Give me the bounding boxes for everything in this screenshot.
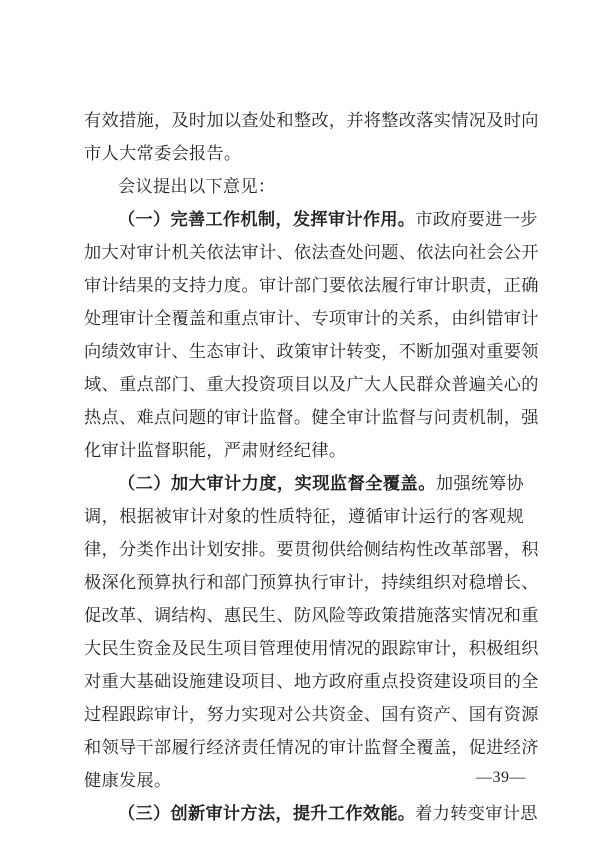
- text-segment: 市人大常委会报告。: [84, 144, 242, 164]
- text-segment: 大民生资金及民生项目管理使用情况的跟踪审计，积极组织: [84, 639, 539, 659]
- body-text-line: [84, 109, 539, 133]
- text-segment: 促改革、调结构、惠民生、防风险等政策措施落实情况和重: [84, 606, 539, 626]
- text-segment: 向绩效审计、生态审计、政策审计转变，不断加强对重要领: [84, 342, 539, 362]
- body-text-line: [84, 538, 539, 562]
- section-heading-three: （三）创新审计方法，提升工作效能。: [118, 804, 416, 824]
- body-text-line: [84, 439, 524, 463]
- text-segment: 审计结果的支持力度。审计部门要依法履行审计职责，正确: [84, 276, 539, 296]
- body-text-line: [84, 505, 524, 529]
- text-segment: 市政府要进一步: [415, 210, 538, 230]
- text-segment: 域、重点部门、重大投资项目以及广大人民群众普遍关心的: [84, 375, 539, 395]
- section-heading-two: （二）加大审计力度，实现监督全覆盖。: [118, 474, 436, 494]
- body-text-line: [84, 241, 539, 265]
- section-heading-line: [118, 208, 538, 232]
- body-text-line: [84, 274, 539, 298]
- page-number: —39—: [476, 769, 526, 786]
- body-text-line: [84, 736, 539, 760]
- text-segment: 热点、难点问题的审计监督。健全审计监督与问责机制，强: [84, 408, 539, 428]
- text-segment: 健康发展。: [84, 771, 172, 791]
- text-segment: 着力转变审计思: [415, 804, 538, 824]
- body-text-line: [84, 307, 539, 331]
- section-heading-line: [118, 472, 524, 496]
- body-text-line: [84, 670, 539, 694]
- text-segment: 和领导干部履行经济责任情况的审计监督全覆盖，促进经济: [84, 738, 539, 758]
- text-segment: 加强统筹协: [435, 474, 524, 494]
- body-text-line: [84, 571, 539, 595]
- text-segment: 加大对审计机关依法审计、依法查处问题、依法向社会公开: [84, 243, 539, 263]
- body-text-line: [84, 769, 524, 793]
- body-text-line: [118, 175, 524, 199]
- text-segment: 会议提出以下意见：: [118, 177, 276, 197]
- text-segment: 化审计监督职能，严肃财经纪律。: [84, 441, 347, 461]
- body-text-line: [84, 703, 539, 727]
- text-segment: 处理审计全覆盖和重点审计、专项审计的关系，由纠错审计: [84, 309, 539, 329]
- body-text-line: [84, 604, 539, 628]
- body-text-line: [84, 406, 539, 430]
- text-segment: 有效措施，及时加以查处和整改，并将整改落实情况及时向: [84, 111, 539, 131]
- text-segment: 对重大基础设施建设项目、地方政府重点投资建设项目的全: [84, 672, 539, 692]
- body-text-line: [84, 142, 524, 166]
- text-segment: 律，分类作出计划安排。要贯彻供给侧结构性改革部署，积: [84, 540, 539, 560]
- section-heading-line: [118, 802, 538, 826]
- text-segment: 极深化预算执行和部门预算执行审计，持续组织对稳增长、: [84, 573, 539, 593]
- text-segment: 调，根据被审计对象的性质特征，遵循审计运行的客观规: [84, 507, 524, 527]
- body-text-line: [84, 340, 539, 364]
- section-heading-one: （一）完善工作机制，发挥审计作用。: [118, 210, 416, 230]
- body-text-line: [84, 373, 539, 397]
- text-segment: 过程跟踪审计，努力实现对公共资金、国有资产、国有资源: [84, 705, 539, 725]
- body-text-line: [84, 637, 539, 661]
